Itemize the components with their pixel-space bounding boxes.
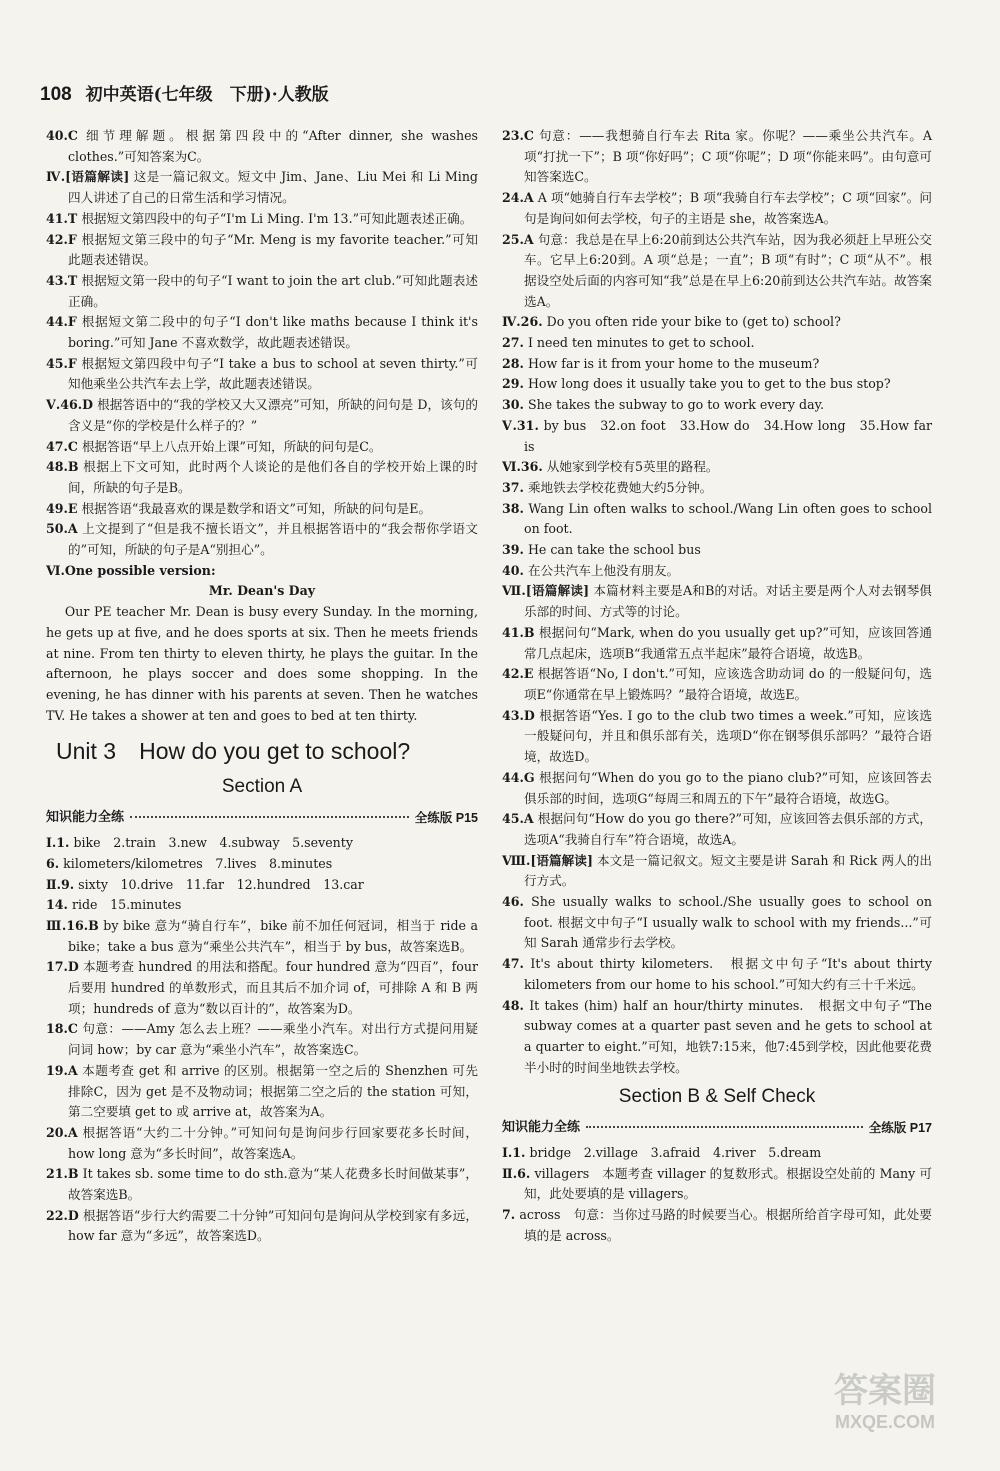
answer-text: 根据问句“How do you go there?”可知，应该回答去俱乐部的方式，选项A“我骑自行车”符合语境，故选A。: [524, 811, 932, 847]
answer-item: [502, 126, 932, 188]
section-a-bar-label: 知识能力全练: [46, 810, 125, 826]
answer-item: [46, 875, 478, 896]
answer-item: [502, 333, 932, 354]
answer-item: [502, 623, 932, 664]
answer-item: [46, 854, 478, 875]
answer-item: [46, 354, 478, 395]
answer-number: 43.D: [502, 707, 535, 723]
answer-number: Ⅴ.46.D: [46, 397, 94, 413]
answer-text: Do you often ride your bike to (get to) school?: [546, 314, 841, 330]
answer-item: [46, 271, 478, 312]
answer-number: 21.B: [46, 1166, 79, 1182]
answer-number: 27.: [502, 335, 524, 351]
answer-number: Ⅶ.[语篇解读]: [502, 583, 590, 599]
answer-text: 从她家到学校有5英里的路程。: [546, 459, 719, 475]
answer-number: 14.: [46, 897, 68, 913]
answer-text: bike 2.train 3.new 4.subway 5.seventy: [73, 835, 353, 851]
answer-text: bridge 2.village 3.afraid 4.river 5.dream: [529, 1145, 822, 1161]
answer-list-right: [502, 126, 932, 1078]
answer-text: How long does it usually take you to get to the bus stop?: [527, 376, 891, 392]
answer-item: [502, 851, 932, 892]
watermark-logo: 答案圈: [834, 1372, 936, 1410]
answer-item: [46, 499, 478, 520]
answer-number: Ⅳ.[语篇解读]: [46, 169, 130, 185]
answer-number: 50.A: [46, 521, 78, 537]
answer-item: [46, 1019, 478, 1060]
answer-number: Ⅵ.36.: [502, 459, 543, 475]
answer-item: [502, 706, 932, 768]
answer-item: [502, 354, 932, 375]
answer-text: 这是一篇记叙文。短文中 Jim、Jane、Liu Mei 和 Li Ming 四人讲述了自己的日常生活和学习情况。: [68, 169, 478, 206]
answer-number: 43.T: [46, 272, 78, 288]
answer-text: It takes (him) half an hour/thirty minutes. 根据文中句子“The subway comes at a quarter past seven and he gets to school at a quarter to eight.”可知，地铁7:15来，他7:45到学校，因此他要花费半小时的时间坐地铁去学校。: [524, 997, 932, 1075]
answer-text: ride 15.minutes: [71, 897, 182, 913]
answer-text: 根据短文第二段中的句子“I don't like maths because I think it's boring.”可知 Jane 不喜欢数学，故此题表述错误。: [68, 314, 478, 351]
answer-item: [46, 167, 478, 208]
answer-item: [502, 1143, 932, 1164]
answer-text: sixty 10.drive 11.far 12.hundred 13.car: [78, 876, 364, 892]
answer-item: [46, 519, 478, 560]
answer-item: [502, 457, 932, 478]
answer-number: 42.E: [502, 666, 534, 682]
answer-text: 根据答语“Yes. I go to the club two times a week.”可知，应该选一般疑问句，并且和俱乐部有关，选项D“你在钢琴俱乐部吗？”最符合语境，故选D。: [524, 707, 932, 765]
answer-item: [46, 1123, 478, 1164]
answer-item: [46, 561, 478, 582]
answer-number: Ⅱ.6.: [502, 1165, 531, 1181]
answer-number: Ⅵ.One possible version:: [46, 562, 216, 578]
watermark: [810, 1363, 960, 1433]
answer-text: 根据答语“No, I don't.”可知，应该选含助动词 do 的一般疑问句，选项E“你通常在早上锻炼吗？”最符合语境，故选E。: [524, 666, 932, 702]
answer-number: 28.: [502, 355, 524, 371]
answer-item: [502, 561, 932, 582]
answer-text: 根据上下文可知，此时两个人谈论的是他们各自的学校开始上课的时间，所缺的句子是B。: [68, 459, 478, 495]
answer-number: 47.: [502, 956, 524, 972]
answer-text: kilometers/kilometres 7.lives 8.minutes: [63, 855, 333, 871]
answer-item: [46, 457, 478, 498]
answer-text: 根据问句“Mark, when do you usually get up?”可知，应该回答通常几点起床，选项B“我通常五点半起床”最符合语境，故选B。: [524, 624, 932, 661]
answer-number: 20.A: [46, 1124, 78, 1140]
answer-text: 根据答语“早上八点开始上课”可知，所缺的问句是C。: [81, 438, 382, 454]
answer-item: [46, 916, 478, 957]
watermark-url: MXQE.COM: [834, 1412, 935, 1432]
section-a-title: Section A: [221, 776, 303, 798]
answer-number: 47.C: [46, 438, 78, 454]
answer-text: It's about thirty kilometers. 根据文中句子“It's about thirty kilometers from our home to his school.”可知大约有三十千米远。: [524, 956, 932, 992]
answer-number: 42.F: [46, 231, 77, 247]
answer-item: [502, 188, 932, 229]
answer-number: 30.: [502, 397, 524, 413]
answer-number: 19.A: [46, 1062, 78, 1078]
answer-text: 根据答语“步行大约需要二十分钟”可知问句是询问从学校到家有多远，how far 意为“多远”，故答案选D。: [68, 1207, 478, 1244]
answer-number: 25.A: [502, 231, 534, 247]
answer-number: Ⅷ.[语篇解读]: [502, 852, 593, 868]
answer-text: 根据答语“大约二十分钟。”可知问句是询问步行回家要花多长时间，how long 意为“多长时间”，故答案选A。: [68, 1124, 478, 1161]
answer-item: [46, 1061, 478, 1123]
answer-item: [46, 833, 478, 854]
answer-text: 根据短文第四段中的句子“I'm Li Ming. I'm 13.”可知此题表述正确。: [81, 210, 473, 226]
answer-number: 22.D: [46, 1207, 79, 1223]
section-b-bar-ref: 全练版 P17: [868, 1121, 932, 1136]
answer-text: She usually walks to school./She usually goes to school on foot. 根据文中句子“I usually walk to school with my friends...”可知 Sarah 通常步行去学校。: [524, 894, 932, 951]
answer-list-section-a: [46, 833, 478, 1247]
answer-number: Ⅲ.16.B: [46, 917, 99, 933]
answer-number: 7.: [502, 1207, 516, 1223]
answer-text: A 项“她骑自行车去学校”；B 项“我骑自行车去学校”；C 项“回家”。问句是询问如何去学校，句子的主语是 she，故答案选A。: [524, 190, 932, 226]
answer-item: [502, 374, 932, 395]
answer-number: Ⅰ.1.: [46, 835, 70, 851]
answer-text: by bus 32.on foot 33.How do 34.How long 35.How far is: [524, 417, 932, 454]
answer-number: 18.C: [46, 1021, 78, 1037]
answer-text: 本文是一篇记叙文。短文主要是讲 Sarah 和 Rick 两人的出行方式。: [524, 852, 933, 889]
answer-item: [502, 499, 932, 540]
answer-item: [46, 437, 478, 458]
answer-item: [46, 312, 478, 353]
answer-item: [46, 209, 478, 230]
section-a-bar: [46, 808, 478, 829]
answer-number: 37.: [502, 479, 524, 495]
answer-item: [502, 1205, 932, 1246]
answer-number: Ⅴ.31.: [502, 417, 539, 433]
answer-item: [502, 996, 932, 1079]
answer-item: [502, 954, 932, 995]
answer-number: 24.A: [502, 190, 534, 206]
answer-item: [46, 957, 478, 1019]
answer-text: 上文提到了“但是我不擅长语文”，并且根据答语中的“我会帮你学语文的”可知，所缺的句子是A“别担心”。: [68, 521, 478, 558]
answer-number: 46.: [502, 894, 524, 910]
answer-list-top: [46, 126, 478, 581]
answer-item: [502, 416, 932, 457]
answer-number: 48.B: [46, 459, 79, 475]
answer-item: [46, 1164, 478, 1205]
answer-number: 17.D: [46, 959, 79, 975]
answer-text: 句意：——我想骑自行车去 Rita 家。你呢？——乘坐公共汽车。A 项“打扰一下”；B 项“你好吗”；C 项“你呢”；D 项“你能来吗”。由句意可知答案选C。: [524, 128, 932, 185]
answer-item: [46, 126, 478, 167]
answer-number: Ⅳ.26.: [502, 314, 543, 330]
answer-item: [502, 809, 932, 850]
answer-item: [502, 312, 932, 333]
section-a-bar-ref: 全练版 P15: [414, 811, 478, 826]
answer-text: 细节理解题。根据第四段中的“After dinner, she washes clothes.”可知答案为C。: [68, 128, 478, 164]
answer-text: 根据答语中的“我的学校又大又漂亮”可知，所缺的问句是 D，该句的含义是“你的学校是什么样子的？”: [68, 397, 478, 433]
answer-text: 本篇材料主要是A和B的对话。对话主要是两个人对去钢琴俱乐部的时间、方式等的讨论。: [524, 583, 932, 620]
answer-text: across 句意：当你过马路的时候要当心。根据所给首字母可知，此处要填的是 across。: [519, 1207, 932, 1243]
answer-item: [502, 478, 932, 499]
answer-text: 根据问句“When do you go to the piano club?”可知，应该回答去俱乐部的时间，选项G“每周三和周五的下午”最符合语境，故选G。: [524, 769, 932, 806]
answer-text: 根据答语“我最喜欢的课是数学和语文”可知，所缺的问句是E。: [81, 500, 432, 516]
answer-number: 45.A: [502, 811, 534, 827]
answer-text: How far is it from your home to the museum?: [527, 355, 820, 371]
left-column: [46, 126, 478, 1247]
answer-text: 根据短文第一段中的句子“I want to join the art club.”可知此题表述正确。: [68, 272, 478, 309]
answer-list-section-b: [502, 1143, 932, 1247]
answer-item: [502, 768, 932, 809]
section-b-bar-label: 知识能力全练: [502, 1120, 581, 1136]
answer-text: It takes sb. some time to do sth.意为“某人花费多长时间做某事”，故答案选B。: [68, 1166, 478, 1203]
answer-item: [46, 230, 478, 271]
answer-number: 49.E: [46, 500, 78, 516]
answer-item: [502, 395, 932, 416]
answer-text: Wang Lin often walks to school./Wang Lin often goes to school on foot.: [524, 500, 932, 537]
answer-item: [502, 1164, 932, 1205]
answer-text: 乘地铁去学校花费她大约5分钟。: [527, 479, 713, 495]
page-header: [40, 80, 329, 106]
answer-text: 在公共汽车上他没有朋友。: [527, 562, 680, 578]
answer-item: [502, 664, 932, 705]
answer-number: 40.C: [46, 128, 78, 143]
right-column: [502, 126, 932, 1247]
answer-text: He can take the school bus: [527, 542, 701, 558]
answer-item: [502, 581, 932, 622]
answer-item: [502, 540, 932, 561]
answer-number: 23.C: [502, 128, 534, 143]
answer-text: villagers 本题考查 villager 的复数形式。根据设空处前的 Many 可知，此处要填的是 villagers。: [524, 1165, 932, 1202]
answer-number: 41.B: [502, 624, 535, 640]
answer-number: 38.: [502, 500, 524, 516]
answer-text: 句意：我总是在早上6:20前到达公共汽车站，因为我必须赶上早班公交车。它早上6:20到。A 项“总是；一直”；B 项“有时”；C 项“从不”。根据设空处后面的内容可知“我”总是在早上6:20前到达公共汽车站。故答案选A。: [524, 231, 932, 309]
answer-text: by bike 意为“骑自行车”，bike 前不加任何冠词，相当于 ride a bike；take a bus 意为“乘坐公共汽车”，相当于 by bus，故答案选B。: [68, 917, 478, 954]
unit-title: Unit 3 How do you get to school?: [56, 738, 411, 765]
answer-number: Ⅱ.9.: [46, 876, 75, 892]
answer-text: 根据短文第三段中的句子“Mr. Meng is my favorite teacher.”可知此题表述错误。: [68, 231, 478, 268]
page-number: 108: [40, 84, 72, 105]
dotted-leader: [586, 1126, 863, 1128]
answer-number: Ⅰ.1.: [502, 1145, 526, 1161]
answer-number: 45.F: [46, 355, 77, 371]
answer-item: [502, 230, 932, 313]
dotted-leader: [130, 816, 409, 818]
answer-number: 48.: [502, 997, 524, 1013]
answer-number: 39.: [502, 542, 524, 558]
essay-body: Our PE teacher Mr. Dean is busy every Sunday. In the morning, he gets up at five, and he does sports at six. Then he meets friends at nine. From ten thirty to eleven thirty, he plays the guitar. In the afternoon, he plays soccer and does some shopping. In the evening, he has dinner with his parents at seven. Then he watches TV. He takes a shower at ten and goes to bed at ten thirty.: [46, 604, 478, 723]
answer-number: 6.: [46, 855, 60, 871]
answer-text: I need ten minutes to get to school.: [527, 335, 755, 351]
answer-item: [46, 895, 478, 916]
section-b-bar: [502, 1118, 932, 1139]
answer-number: 44.G: [502, 769, 535, 785]
answer-item: [46, 1206, 478, 1247]
answer-number: 44.F: [46, 314, 77, 330]
answer-text: 本题考查 get 和 arrive 的区别。根据第一空之后的 Shenzhen 可先排除C，因为 get 是不及物动词；根据第二空之后的 the station 可知，第二空要填 get to 或 arrive at，故答案为A。: [68, 1062, 478, 1120]
answer-number: 29.: [502, 376, 524, 392]
book-title: 初中英语(七年级 下册)·人教版: [85, 85, 329, 105]
essay-title: Mr. Dean's Day: [208, 583, 316, 599]
answer-text: 句意：——Amy 怎么去上班？——乘坐小汽车。对出行方式提问用疑问词 how；by car 意为“乘坐小汽车”，故答案选C。: [68, 1021, 478, 1058]
answer-number: 40.: [502, 562, 524, 578]
answer-text: 本题考查 hundred 的用法和搭配。four hundred 意为“四百”，four 后要用 hundred 的单数形式，而且其后不加介词 of，可排除 A 和 B 两项；hundreds of 意为“数以百计的”，故答案为D。: [68, 959, 478, 1016]
answer-item: [46, 395, 478, 436]
answer-item: [502, 892, 932, 954]
answer-text: 根据短文第四段中句子“I take a bus to school at seven thirty.”可知他乘坐公共汽车去上学，故此题表述错误。: [68, 355, 478, 392]
answer-text: She takes the subway to go to work every day.: [527, 397, 825, 413]
section-b-title: Section B & Self Check: [618, 1086, 816, 1108]
answer-number: 41.T: [46, 210, 78, 226]
